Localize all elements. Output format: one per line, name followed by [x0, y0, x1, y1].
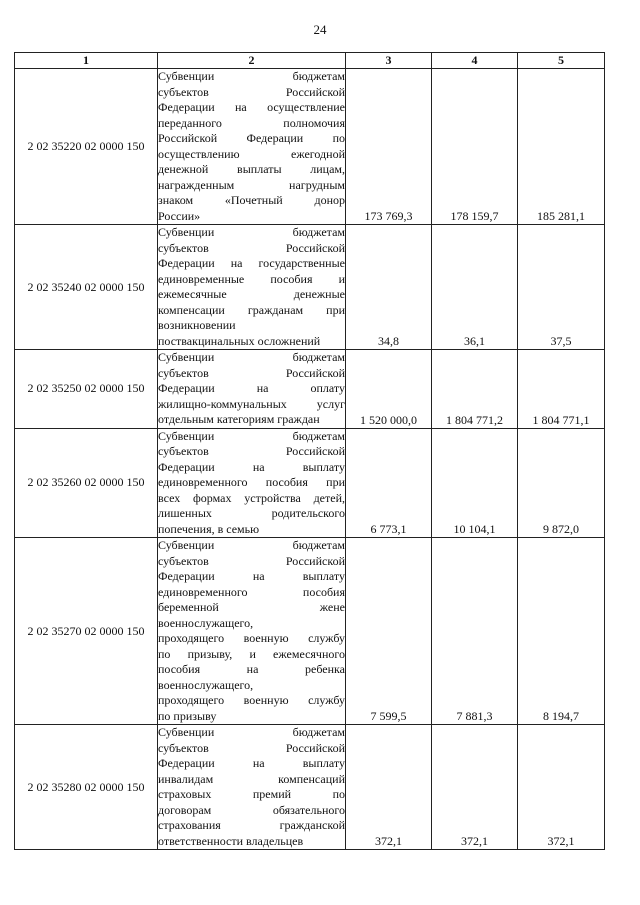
description-line: Субвенции бюджетам — [158, 538, 345, 552]
description-line: проходящего военную службу — [158, 631, 345, 645]
description-line: попечения, в семью — [158, 521, 260, 536]
budget-code-cell: 2 02 35250 02 0000 150 — [15, 350, 158, 429]
amount-cell-col4: 36,1 — [432, 225, 518, 350]
description-line: Субвенции бюджетам — [158, 428, 345, 443]
amount-cell-col3: 1 520 000,0 — [346, 350, 432, 429]
budget-code-cell: 2 02 35240 02 0000 150 — [15, 225, 158, 350]
description-line: единовременные пособия и — [158, 271, 345, 286]
table-row — [15, 538, 605, 725]
description-line: субъектов Российской — [158, 740, 345, 755]
table-row — [15, 428, 605, 538]
description-line: военнослужащего, — [158, 615, 254, 630]
amount-cell-col5: 8 194,7 — [518, 538, 605, 725]
budget-code-cell: 2 02 35280 02 0000 150 — [15, 725, 158, 850]
budget-table — [14, 52, 605, 850]
column-header: 5 — [518, 53, 605, 69]
description-line: Федерации на выплату — [158, 756, 345, 770]
budget-code-cell: 2 02 35220 02 0000 150 — [15, 69, 158, 225]
description-line: проходящего военную службу — [158, 693, 345, 707]
budget-code-cell: 2 02 35260 02 0000 150 — [15, 428, 158, 538]
description-line: знаком «Почетный донор — [158, 193, 345, 207]
description-line: России» — [158, 208, 201, 223]
description-line: отдельным категориям граждан — [158, 412, 320, 426]
amount-cell-col3: 173 769,3 — [346, 69, 432, 225]
description-line: Российской Федерации по — [158, 131, 345, 145]
table-row — [15, 350, 605, 429]
amount-cell-col3: 6 773,1 — [346, 428, 432, 538]
description-line: по призыву, и ежемесячного — [158, 646, 345, 661]
description-cell — [158, 538, 346, 725]
description-line: субъектов Российской — [158, 84, 345, 99]
description-line: по призыву — [158, 708, 217, 723]
description-line: военнослужащего, — [158, 677, 254, 692]
description-line: единовременного пособия — [158, 584, 345, 599]
description-line: Субвенции бюджетам — [158, 69, 345, 83]
description-line: возникновении — [158, 318, 236, 332]
description-line: осуществлению ежегодной — [158, 146, 345, 161]
description-cell — [158, 428, 346, 538]
description-cell — [158, 350, 346, 429]
amount-cell-col4: 7 881,3 — [432, 538, 518, 725]
description-line: поствакцинальных осложнений — [158, 333, 321, 348]
description-line: субъектов Российской — [158, 444, 345, 458]
amount-cell-col4: 178 159,7 — [432, 69, 518, 225]
description-line: страховых премий по — [158, 787, 345, 801]
amount-cell-col4: 1 804 771,2 — [432, 350, 518, 429]
column-header: 4 — [432, 53, 518, 69]
amount-cell-col4: 372,1 — [432, 725, 518, 850]
description-line: ответственности владельцев — [158, 833, 304, 848]
description-line: Субвенции бюджетам — [158, 225, 345, 239]
column-header: 1 — [15, 53, 158, 69]
description-line: Федерации на осуществление — [158, 100, 345, 114]
description-line: Федерации на государственные — [158, 256, 345, 270]
description-cell — [158, 69, 346, 225]
description-cell — [158, 725, 346, 850]
description-line: субъектов Российской — [158, 553, 345, 568]
description-line: награжденным нагрудным — [158, 177, 345, 192]
amount-cell-col3: 372,1 — [346, 725, 432, 850]
amount-cell-col5: 185 281,1 — [518, 69, 605, 225]
description-line: компенсации гражданам при — [158, 302, 345, 317]
amount-cell-col3: 7 599,5 — [346, 538, 432, 725]
description-line: лишенных родительского — [158, 506, 345, 520]
description-line: субъектов Российской — [158, 240, 345, 255]
description-line: ежемесячные денежные — [158, 287, 345, 301]
amount-cell-col5: 372,1 — [518, 725, 605, 850]
description-cell — [158, 225, 346, 350]
description-line: денежной выплаты лицам, — [158, 162, 345, 176]
amount-cell-col3: 34,8 — [346, 225, 432, 350]
description-line: договорам обязательного — [158, 802, 345, 817]
description-line: жилищно-коммунальных услуг — [158, 396, 345, 411]
table-row — [15, 725, 605, 850]
description-line: страхования гражданской — [158, 818, 345, 832]
column-header: 2 — [158, 53, 346, 69]
description-line: пособия на ребенка — [158, 662, 345, 676]
table-header-row — [15, 53, 605, 69]
description-line: субъектов Российской — [158, 365, 345, 380]
description-line: Субвенции бюджетам — [158, 725, 345, 739]
page-number: 24 — [313, 22, 327, 37]
amount-cell-col5: 37,5 — [518, 225, 605, 350]
description-line: переданного полномочия — [158, 115, 345, 130]
amount-cell-col4: 10 104,1 — [432, 428, 518, 538]
description-line: всех формах устройства детей, — [158, 490, 345, 505]
description-line: Федерации на оплату — [158, 381, 345, 395]
description-line: инвалидам компенсаций — [158, 771, 345, 786]
description-line: единовременного пособия при — [158, 475, 345, 489]
description-line: Федерации на выплату — [158, 459, 345, 474]
amount-cell-col5: 9 872,0 — [518, 428, 605, 538]
table-row — [15, 225, 605, 350]
description-line: Федерации на выплату — [158, 569, 345, 583]
description-line: беременной жене — [158, 600, 345, 614]
amount-cell-col5: 1 804 771,1 — [518, 350, 605, 429]
description-line: Субвенции бюджетам — [158, 350, 345, 364]
budget-code-cell: 2 02 35270 02 0000 150 — [15, 538, 158, 725]
column-header: 3 — [346, 53, 432, 69]
table-row — [15, 69, 605, 225]
